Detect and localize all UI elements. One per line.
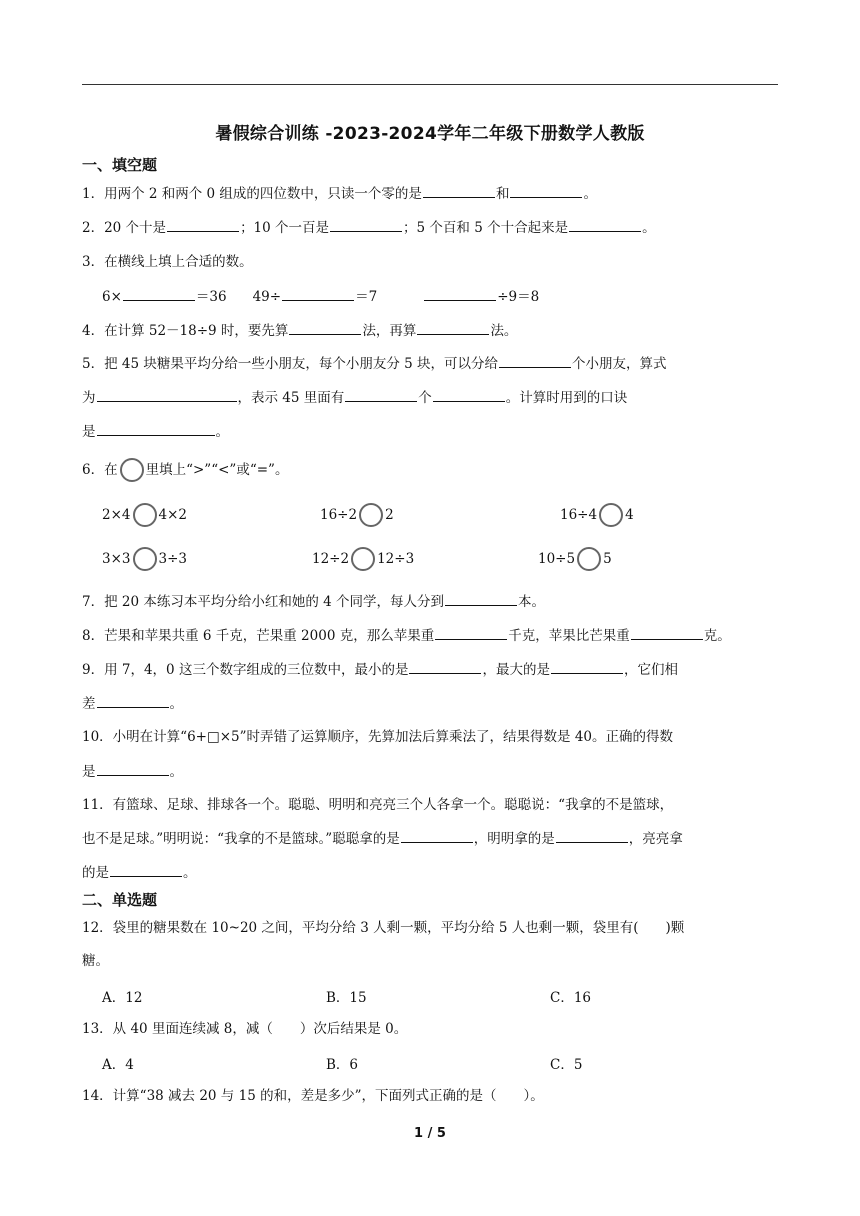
question-11: 11．有篮球、足球、排球各一个。聪聪、明明和亮亮三个人各拿一个。聪聪说：“我拿的不是篮球， [82,797,674,813]
answer-blank[interactable] [631,625,703,640]
question-13: 13．从 40 里面连续减 8，减（ ）次后结果是 0。 [82,1021,408,1037]
answer-blank[interactable] [97,387,237,402]
section-heading-fill: 一、填空题 [82,156,158,174]
compare-circle-input[interactable] [359,503,383,527]
option-a[interactable]: A．12 [102,990,143,1006]
question-7: 7．把 20 本练习本平均分给小红和她的 4 个同学，每人分到 本。 [82,591,545,612]
compare-circle-input[interactable] [351,547,375,571]
answer-blank[interactable] [282,286,354,301]
answer-blank[interactable] [424,286,496,301]
question-6: 6．在 里填上“>”“<”或“=”。 [82,458,288,483]
answer-blank[interactable] [110,862,182,877]
question-8: 8．芒果和苹果共重 6 千克，芒果重 2000 克，那么苹果重 千克，苹果比芒果重 克。 [82,625,731,646]
answer-blank[interactable] [417,320,489,335]
question-3-equations: 6× ＝36 49÷ ＝7 ÷9＝8 [102,286,539,307]
page-title: 暑假综合训练 -2023-2024学年二年级下册数学人教版 [215,124,645,144]
option-b[interactable]: B．15 [326,990,367,1006]
answer-blank[interactable] [445,591,517,606]
question-2: 2．20 个十是 ；10 个一百是 ；5 个百和 5 个十合起来是 。 [82,217,656,238]
compare-circle-icon [120,458,144,482]
answer-blank[interactable] [167,217,239,232]
question-12: 12．袋里的糖果数在 10~20 之间，平均分给 3 人剩一颗，平均分给 5 人也剩一颗，袋里有( )颗 [82,920,685,936]
answer-blank[interactable] [97,761,169,776]
compare-circle-input[interactable] [133,547,157,571]
compare-circle-input[interactable] [599,503,623,527]
question-3: 3．在横线上填上合适的数。 [82,254,253,270]
answer-blank[interactable] [123,286,195,301]
answer-blank[interactable] [423,183,495,198]
answer-blank[interactable] [551,659,623,674]
question-5-line2: 为 ，表示 45 里面有 个 。计算时用到的口诀 [82,387,627,408]
question-11-line3: 的是 。 [82,862,197,883]
compare-circle-input[interactable] [577,547,601,571]
compare-circle-input[interactable] [133,503,157,527]
option-c[interactable]: C．16 [550,990,592,1006]
question-9-line2: 差 。 [82,693,183,714]
answer-blank[interactable] [556,828,628,843]
answer-blank[interactable] [510,183,582,198]
answer-blank[interactable] [330,217,402,232]
compare-item: 2×4 4×2 [102,503,187,528]
header-rule [82,84,778,85]
answer-blank[interactable] [97,693,169,708]
question-1: 1．用两个 2 和两个 0 组成的四位数中，只读一个零的是 和 。 [82,183,597,204]
answer-blank[interactable] [499,353,571,368]
question-11-line2: 也不是足球。”明明说：“我拿的不是篮球。”聪聪拿的是 ，明明拿的是 ，亮亮拿 [82,828,683,849]
option-c[interactable]: C．5 [550,1057,583,1073]
answer-blank[interactable] [409,659,481,674]
answer-blank[interactable] [289,320,361,335]
question-14: 14．计算“38 减去 20 与 15 的和，差是多少”，下面列式正确的是（ ）。 [82,1088,544,1104]
compare-item: 10÷5 5 [538,547,612,572]
section-heading-single: 二、单选题 [82,891,158,909]
compare-item: 12÷2 12÷3 [312,547,414,572]
answer-blank[interactable] [433,387,505,402]
question-5-line3: 是 。 [82,421,229,442]
answer-blank[interactable] [569,217,641,232]
answer-blank[interactable] [435,625,507,640]
page-number: 1 / 5 [414,1126,446,1141]
option-b[interactable]: B．6 [326,1057,359,1073]
question-10-line2: 是 。 [82,761,183,782]
question-9: 9．用 7，4，0 这三个数字组成的三位数中，最小的是 ，最大的是 ，它们相 [82,659,678,680]
question-5: 5．把 45 块糖果平均分给一些小朋友，每个小朋友分 5 块，可以分给 个小朋友，算式 [82,353,667,374]
answer-blank[interactable] [345,387,417,402]
compare-item: 16÷2 2 [320,503,394,528]
answer-blank[interactable] [401,828,473,843]
compare-item: 3×3 3÷3 [102,547,187,572]
answer-blank[interactable] [97,421,215,436]
compare-item: 16÷4 4 [560,503,634,528]
question-12-line2: 糖。 [82,953,109,969]
question-10: 10．小明在计算“6+□×5”时弄错了运算顺序，先算加法后算乘法了，结果得数是 40。正确的得数 [82,729,674,745]
option-a[interactable]: A．4 [102,1057,134,1073]
question-4: 4．在计算 52－18÷9 时，要先算 法，再算 法。 [82,320,517,341]
